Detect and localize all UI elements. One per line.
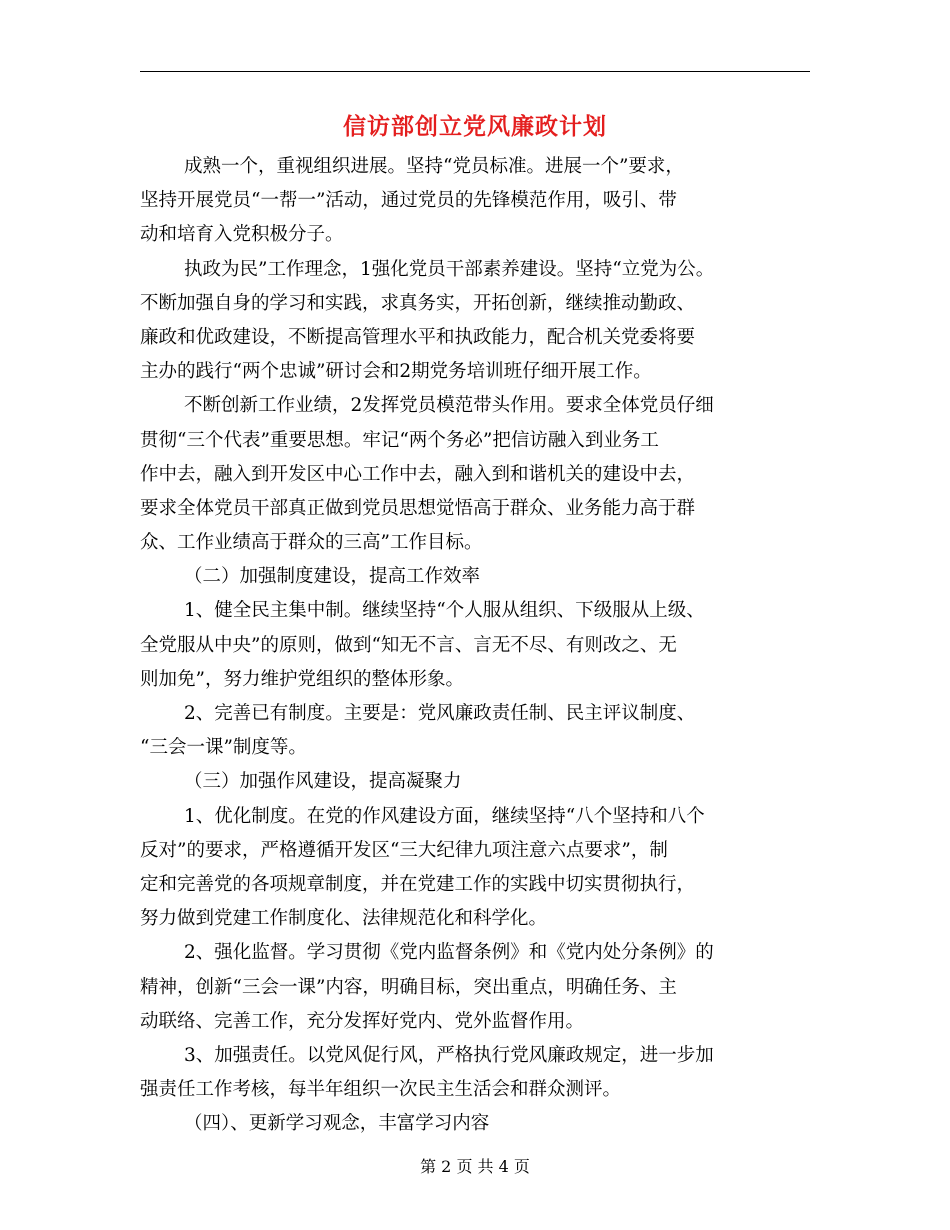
text-line: 精神，创新“三会一课”内容，明确目标，突出重点，明确任务、主 [140,976,677,998]
document-title: 信访部创立党风廉政计划 [343,113,607,140]
text-line: 定和完善党的各项规章制度，并在党建工作的实践中切实贯彻执行， [140,873,696,895]
text-line: 1、优化制度。在党的作风建设方面，继续坚持“八个坚持和八个 [184,805,705,827]
text-line: 贯彻“三个代表”重要思想。牢记“两个务必”把信访融入到业务工 [140,429,659,451]
text-line: 作中去，融入到开发区中心工作中去，融入到和谐机关的建设中去， [140,463,696,485]
text-line: 坚持开展党员“一帮一”活动，通过党员的先锋模范作用，吸引、带 [140,190,677,212]
header-rule [140,71,810,72]
text-line: 众、工作业绩高于群众的三高”工作目标。 [140,532,483,554]
section-heading: （四）、更新学习观念，丰富学习内容 [184,1113,490,1135]
text-line: 努力做到党建工作制度化、法律规范化和科学化。 [140,908,548,930]
text-line: 不断创新工作业绩，2发挥党员模范带头作用。要求全体党员仔细 [184,395,714,417]
text-line: “三会一课”制度等。 [140,737,307,759]
text-line: 不断加强自身的学习和实践，求真务实，开拓创新，继续推动勤政、 [140,292,696,314]
text-line: 执政为民”工作理念，1强化党员干部素养建设。坚持“立党为公。 [184,258,715,280]
text-line: 反对”的要求，严格遵循开发区“三大纪律九项注意六点要求”，制 [140,839,668,861]
text-line: 全党服从中央”的原则，做到“知无不言、言无不尽、有则改之、无 [140,634,677,656]
text-line: 强责任工作考核，每半年组织一次民主生活会和群众测评。 [140,1079,622,1101]
text-line: 成熟一个，重视组织进展。坚持“党员标准。进展一个”要求， [184,156,684,177]
text-line: 2、完善已有制度。主要是：党风廉政责任制、民主评议制度、 [184,703,696,724]
text-line: 动联络、完善工作，充分发挥好党内、党外监督作用。 [140,1010,585,1032]
section-heading: （二）加强制度建设，提高工作效率 [184,566,481,588]
text-line: 3、加强责任。以党风促行风，严格执行党风廉政规定，进一步加 [184,1044,714,1066]
document-body [140,150,840,1141]
text-line: 主办的践行“两个忠诚”研讨会和2期党务培训班仔细开展工作。 [140,361,652,383]
text-line: 要求全体党员干部真正做到党员思想觉悟高于群众、业务能力高于群 [140,497,696,519]
page-footer: 第 2 页 共 4 页 [420,1157,530,1176]
text-line: 1、健全民主集中制。继续坚持“个人服从组织、下级服从上级、 [184,600,705,622]
text-line: 2、强化监督。学习贯彻《党内监督条例》和《党内处分条例》的 [184,942,714,964]
text-line: 则加免”，努力维护党组织的整体形象。 [140,668,464,690]
text-line: 动和培育入党积极分子。 [140,224,344,246]
text-line: 廉政和优政建设，不断提高管理水平和执政能力，配合机关党委将要 [140,326,696,348]
section-heading: （三）加强作风建设，提高凝聚力 [184,771,462,793]
